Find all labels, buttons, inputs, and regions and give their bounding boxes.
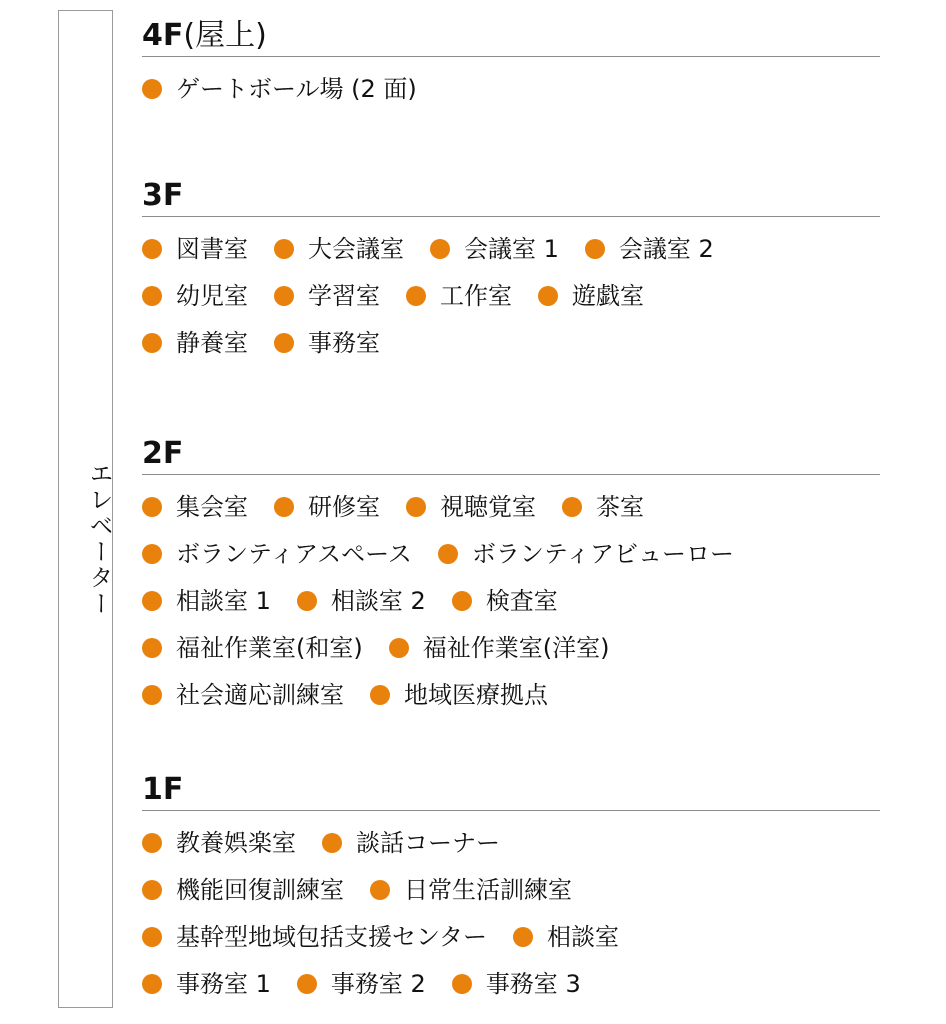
room-label: 幼児室 (176, 281, 248, 310)
room-row (142, 913, 880, 960)
room-row (142, 319, 880, 366)
room-label: 集会室 (176, 492, 248, 521)
room-label: 図書室 (176, 234, 248, 263)
floor-title (142, 18, 880, 57)
bullet-dot-icon (585, 239, 605, 259)
room-item (142, 876, 344, 904)
room-label: 事務室 2 (330, 969, 426, 998)
floor-section-4f (142, 18, 880, 112)
room-item (297, 970, 426, 998)
bullet-dot-icon (142, 239, 162, 259)
room-label: 機能回復訓練室 (176, 875, 344, 904)
room-item (389, 634, 610, 662)
room-label: 遊戯室 (572, 281, 644, 310)
bullet-dot-icon (430, 239, 450, 259)
room-item (274, 329, 380, 357)
room-label: 学習室 (308, 281, 380, 310)
room-label: 談話コーナー (356, 828, 500, 857)
room-item (142, 75, 417, 103)
room-item (406, 282, 512, 310)
bullet-dot-icon (297, 974, 317, 994)
room-label: 事務室 1 (176, 969, 271, 998)
bullet-dot-icon (142, 497, 162, 517)
room-label: 事務室 3 (485, 969, 581, 998)
floor-number: 1F (142, 772, 184, 807)
bullet-dot-icon (389, 638, 409, 658)
room-item (438, 540, 734, 568)
room-label: 検査室 (485, 586, 558, 615)
bullet-dot-icon (142, 333, 162, 353)
bullet-dot-icon (142, 638, 162, 658)
room-item (370, 876, 572, 904)
room-item (142, 282, 248, 310)
floor-section-2f (142, 436, 880, 718)
bullet-dot-icon (452, 974, 472, 994)
floor-subtitle: (屋上) (183, 18, 267, 53)
room-label: ボランティアビューロー (471, 539, 735, 568)
room-item (297, 587, 426, 615)
room-label: 工作室 (440, 281, 512, 310)
room-label: 福祉作業室(和室) (176, 633, 363, 662)
bullet-dot-icon (142, 286, 162, 306)
room-label: 相談室 1 (176, 586, 271, 615)
room-item (142, 587, 271, 615)
room-item (142, 235, 248, 263)
bullet-dot-icon (274, 286, 294, 306)
room-label: ゲートボール場 (2 面) (176, 74, 417, 103)
room-item (562, 493, 644, 521)
room-label: 地域医療拠点 (404, 680, 548, 709)
room-row (142, 65, 880, 112)
floor-section-1f (142, 772, 880, 1007)
room-row (142, 225, 880, 272)
bullet-dot-icon (142, 880, 162, 900)
room-label: 事務室 (308, 328, 380, 357)
floor-number: 2F (142, 436, 184, 471)
bullet-dot-icon (274, 333, 294, 353)
room-label: 会議室 2 (618, 234, 714, 263)
room-item (513, 923, 619, 951)
room-label: 茶室 (596, 492, 644, 521)
bullet-dot-icon (406, 497, 426, 517)
room-item (452, 970, 581, 998)
bullet-dot-icon (438, 544, 458, 564)
bullet-dot-icon (274, 239, 294, 259)
room-row (142, 272, 880, 319)
bullet-dot-icon (370, 880, 390, 900)
room-item (322, 829, 500, 857)
room-item (406, 493, 536, 521)
room-row (142, 483, 880, 530)
bullet-dot-icon (142, 974, 162, 994)
elevator-label: エレベーター (85, 461, 113, 617)
room-row (142, 530, 880, 577)
floor-title (142, 178, 880, 217)
bullet-dot-icon (452, 591, 472, 611)
room-item (585, 235, 714, 263)
room-item (538, 282, 644, 310)
room-item (142, 829, 296, 857)
bullet-dot-icon (142, 685, 162, 705)
bullet-dot-icon (370, 685, 390, 705)
floor-section-3f (142, 178, 880, 366)
room-label: 静養室 (176, 328, 248, 357)
room-row (142, 866, 880, 913)
room-label: 視聴覚室 (440, 492, 536, 521)
bullet-dot-icon (142, 833, 162, 853)
room-label: 研修室 (308, 492, 380, 521)
bullet-dot-icon (142, 591, 162, 611)
room-label: 相談室 2 (330, 586, 426, 615)
bullet-dot-icon (513, 927, 533, 947)
room-item (142, 923, 487, 951)
room-item (142, 970, 271, 998)
bullet-dot-icon (142, 79, 162, 99)
room-item (142, 681, 344, 709)
room-row (142, 960, 880, 1007)
room-label: 日常生活訓練室 (404, 875, 572, 904)
room-item (142, 493, 248, 521)
room-item (430, 235, 559, 263)
bullet-dot-icon (538, 286, 558, 306)
room-row (142, 819, 880, 866)
room-item (452, 587, 558, 615)
room-label: 相談室 (547, 922, 620, 951)
room-item (274, 493, 380, 521)
bullet-dot-icon (274, 497, 294, 517)
room-row (142, 624, 880, 671)
room-label: 大会議室 (308, 234, 404, 263)
room-item (142, 329, 248, 357)
room-row (142, 671, 880, 718)
floor-number: 4F (142, 18, 184, 53)
room-label: 会議室 1 (464, 234, 559, 263)
room-label: ボランティアスペース (176, 539, 412, 568)
room-item (370, 681, 548, 709)
room-label: 基幹型地域包括支援センター (176, 922, 488, 951)
room-item (274, 282, 380, 310)
room-item (274, 235, 404, 263)
room-item (142, 634, 363, 662)
room-label: 社会適応訓練室 (176, 680, 344, 709)
bullet-dot-icon (142, 544, 162, 564)
floor-number: 3F (142, 178, 184, 213)
bullet-dot-icon (406, 286, 426, 306)
room-label: 福祉作業室(洋室) (422, 633, 610, 662)
room-label: 教養娯楽室 (176, 828, 296, 857)
floor-title (142, 772, 880, 811)
bullet-dot-icon (142, 927, 162, 947)
room-item (142, 540, 412, 568)
bullet-dot-icon (562, 497, 582, 517)
room-row (142, 577, 880, 624)
bullet-dot-icon (322, 833, 342, 853)
bullet-dot-icon (297, 591, 317, 611)
elevator-shaft (58, 10, 113, 1008)
floor-title (142, 436, 880, 475)
